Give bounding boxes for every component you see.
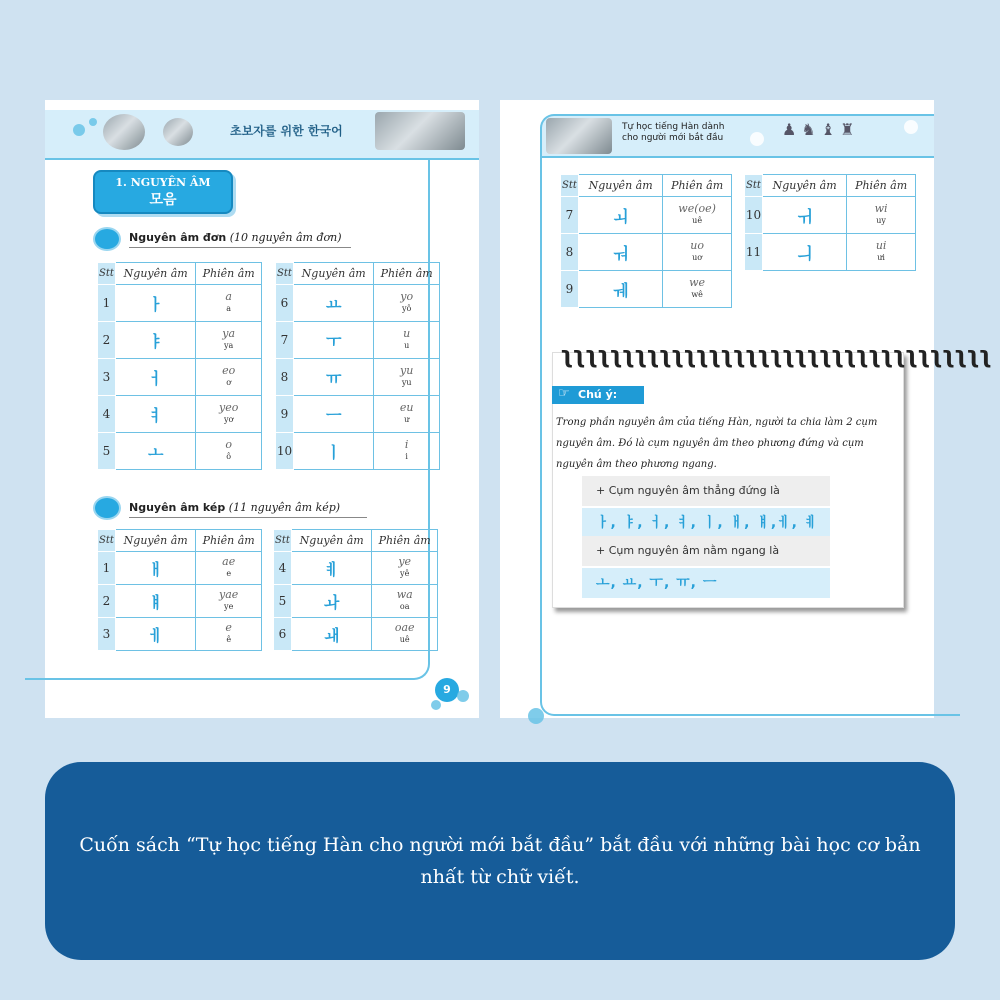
decor-dot <box>750 132 764 146</box>
spiral-binding: ʅʅʅʅʅʅʅʅʅʅʅʅʅʅʅʅʅʅʅʅʅʅʅʅʅʅʅʅʅʅʅʅʅʅʅ <box>560 344 991 369</box>
cell-phonetic: ae e <box>196 552 262 585</box>
col-phonetic: Phiên âm <box>847 175 916 197</box>
cell-phonetic: ye yê <box>372 552 438 585</box>
cell-vowel: ㅓ <box>116 359 196 396</box>
table-row <box>98 585 262 618</box>
caption-text: Cuốn sách “Tự học tiếng Hàn cho người mới bắt đầu” bắt đầu với những bài học cơ bản nhất từ chữ viết. <box>79 834 921 888</box>
cell-stt: 9 <box>276 396 294 433</box>
col-vowel: Nguyên âm <box>116 263 196 285</box>
cell-vowel: ㅒ <box>116 585 196 618</box>
cell-phonetic: wa oa <box>372 585 438 618</box>
page-header-title: Tự học tiếng Hàn dành cho người mới bắt đầu <box>622 122 725 143</box>
cell-vowel: ㅙ <box>292 618 372 651</box>
cell-stt: 1 <box>98 285 116 322</box>
table-row <box>98 618 262 651</box>
table-row <box>274 618 438 651</box>
page-header-title: 초보자를 위한 한국어 <box>230 124 343 138</box>
table-row <box>98 322 262 359</box>
horizontal-group-label: + Cụm nguyên âm nằm ngang là <box>582 536 830 566</box>
cell-phonetic: a a <box>196 285 262 322</box>
cell-vowel: ㅗ <box>116 433 196 470</box>
col-vowel: Nguyên âm <box>292 530 372 552</box>
cell-phonetic: o ô <box>196 433 262 470</box>
cell-phonetic: ya ya <box>196 322 262 359</box>
cell-stt: 7 <box>561 197 579 234</box>
double-vowels-table-left <box>97 529 262 651</box>
cell-phonetic: e ê <box>196 618 262 651</box>
cell-phonetic: yeo yơ <box>196 396 262 433</box>
cell-vowel: ㅛ <box>294 285 374 322</box>
decor-dot <box>904 120 918 134</box>
cell-stt: 10 <box>276 433 294 470</box>
cell-vowel: ㅑ <box>116 322 196 359</box>
cell-stt: 3 <box>98 618 116 651</box>
section-title-ko: 모음 <box>149 192 177 208</box>
note-text: Trong phần nguyên âm của tiếng Hàn, người ta chia làm 2 cụm nguyên âm. Đó là cụm nguyên âm theo phương đứng và cụm nguyên âm theo phương ngang. <box>556 417 878 470</box>
decor-dot <box>528 708 544 724</box>
cell-stt: 5 <box>98 433 116 470</box>
cell-vowel: ㅖ <box>292 552 372 585</box>
cell-vowel: ㅝ <box>579 234 663 271</box>
cell-stt: 11 <box>745 234 763 271</box>
cell-vowel: ㅠ <box>294 359 374 396</box>
people-illustration: ♟ ♞ ♝ ♜ <box>782 120 855 139</box>
cell-phonetic: ui ưi <box>847 234 916 271</box>
cell-stt: 4 <box>98 396 116 433</box>
cell-phonetic: we(oe) uê <box>663 197 732 234</box>
col-phonetic: Phiên âm <box>196 530 262 552</box>
table-row <box>98 285 262 322</box>
cell-vowel: ㅏ <box>116 285 196 322</box>
table-row <box>98 359 262 396</box>
table-row <box>98 433 262 470</box>
figure-icon <box>93 496 121 520</box>
cell-vowel: ㅟ <box>763 197 847 234</box>
cell-vowel: ㅞ <box>579 271 663 308</box>
table-row <box>276 396 440 433</box>
cell-stt: 6 <box>276 285 294 322</box>
decor-dot <box>431 700 441 710</box>
cell-phonetic: yo yô <box>374 285 440 322</box>
table-row <box>276 359 440 396</box>
cell-vowel: ㅢ <box>763 234 847 271</box>
cell-stt: 5 <box>274 585 292 618</box>
single-vowels-table-left <box>97 262 262 470</box>
col-phonetic: Phiên âm <box>663 175 732 197</box>
double-vowels-heading: Nguyên âm kép (11 nguyên âm kép) <box>129 501 341 514</box>
header-photo <box>375 112 465 150</box>
cell-phonetic: u u <box>374 322 440 359</box>
col-vowel: Nguyên âm <box>763 175 847 197</box>
cell-phonetic: i i <box>374 433 440 470</box>
cell-vowel: ㅡ <box>294 396 374 433</box>
decor-dot <box>89 118 97 126</box>
col-stt: Stt <box>561 175 579 197</box>
table-row <box>98 552 262 585</box>
cell-stt: 10 <box>745 197 763 234</box>
cell-stt: 8 <box>561 234 579 271</box>
cell-phonetic: we wê <box>663 271 732 308</box>
horizontal-group-vowels: ㅗ, ㅛ, ㅜ, ㅠ, ㅡ <box>582 568 830 598</box>
cell-stt: 9 <box>561 271 579 308</box>
vertical-group-label: + Cụm nguyên âm thẳng đứng là <box>582 476 830 506</box>
col-phonetic: Phiên âm <box>196 263 262 285</box>
cell-vowel: ㅚ <box>579 197 663 234</box>
decor-dot <box>457 690 469 702</box>
cell-vowel: ㅔ <box>116 618 196 651</box>
cell-phonetic: eo ơ <box>196 359 262 396</box>
table-row <box>276 322 440 359</box>
col-phonetic: Phiên âm <box>372 530 438 552</box>
col-stt: Stt <box>745 175 763 197</box>
cell-phonetic: wi uy <box>847 197 916 234</box>
note-title: Chú ý: <box>552 386 644 404</box>
col-stt: Stt <box>274 530 292 552</box>
cell-vowel: ㅘ <box>292 585 372 618</box>
cell-stt: 7 <box>276 322 294 359</box>
vertical-group-vowels: ㅏ, ㅑ, ㅓ, ㅕ, ㅣ, ㅐ, ㅒ,ㅔ, ㅖ <box>582 508 830 538</box>
single-vowels-table-right <box>275 262 440 470</box>
cell-vowel: ㅐ <box>116 552 196 585</box>
cell-vowel: ㅕ <box>116 396 196 433</box>
table-row <box>276 285 440 322</box>
header-photo <box>163 118 193 146</box>
cell-vowel: ㅜ <box>294 322 374 359</box>
cell-vowel: ㅣ <box>294 433 374 470</box>
caption-banner <box>45 762 955 960</box>
col-phonetic: Phiên âm <box>374 263 440 285</box>
table-row <box>745 234 916 271</box>
table-row <box>276 433 440 470</box>
cell-stt: 6 <box>274 618 292 651</box>
divider <box>129 517 367 518</box>
cell-stt: 3 <box>98 359 116 396</box>
col-stt: Stt <box>98 530 116 552</box>
cell-phonetic: uo uơ <box>663 234 732 271</box>
table-row <box>561 234 732 271</box>
cell-stt: 4 <box>274 552 292 585</box>
double-vowels-table-cont-left <box>560 174 732 308</box>
col-stt: Stt <box>276 263 294 285</box>
cell-stt: 8 <box>276 359 294 396</box>
table-row <box>98 396 262 433</box>
cell-stt: 1 <box>98 552 116 585</box>
col-vowel: Nguyên âm <box>116 530 196 552</box>
cell-phonetic: eu ư <box>374 396 440 433</box>
decor-dot <box>73 124 85 136</box>
col-vowel: Nguyên âm <box>294 263 374 285</box>
table-row <box>561 197 732 234</box>
cell-phonetic: yu yu <box>374 359 440 396</box>
book-page-left <box>45 100 479 718</box>
header-photo <box>546 118 612 154</box>
single-vowels-heading: Nguyên âm đơn (10 nguyên âm đơn) <box>129 231 342 244</box>
double-vowels-table-cont-right <box>744 174 916 271</box>
cell-phonetic: oae uê <box>372 618 438 651</box>
section-heading <box>93 170 233 214</box>
cell-phonetic: yae ye <box>196 585 262 618</box>
col-stt: Stt <box>98 263 116 285</box>
pointing-hand-icon: ☞ <box>558 386 570 401</box>
table-row <box>274 585 438 618</box>
book-page-right <box>500 100 991 718</box>
table-row <box>561 271 732 308</box>
page-number: 9 <box>435 678 459 702</box>
table-row <box>745 197 916 234</box>
header-photo <box>103 114 145 150</box>
table-row <box>274 552 438 585</box>
cell-stt: 2 <box>98 585 116 618</box>
section-title-vi: 1. NGUYÊN ÂM <box>115 176 211 189</box>
cell-stt: 2 <box>98 322 116 359</box>
col-vowel: Nguyên âm <box>579 175 663 197</box>
double-vowels-table-right <box>273 529 438 651</box>
ear-icon <box>93 227 121 251</box>
divider <box>129 247 351 248</box>
